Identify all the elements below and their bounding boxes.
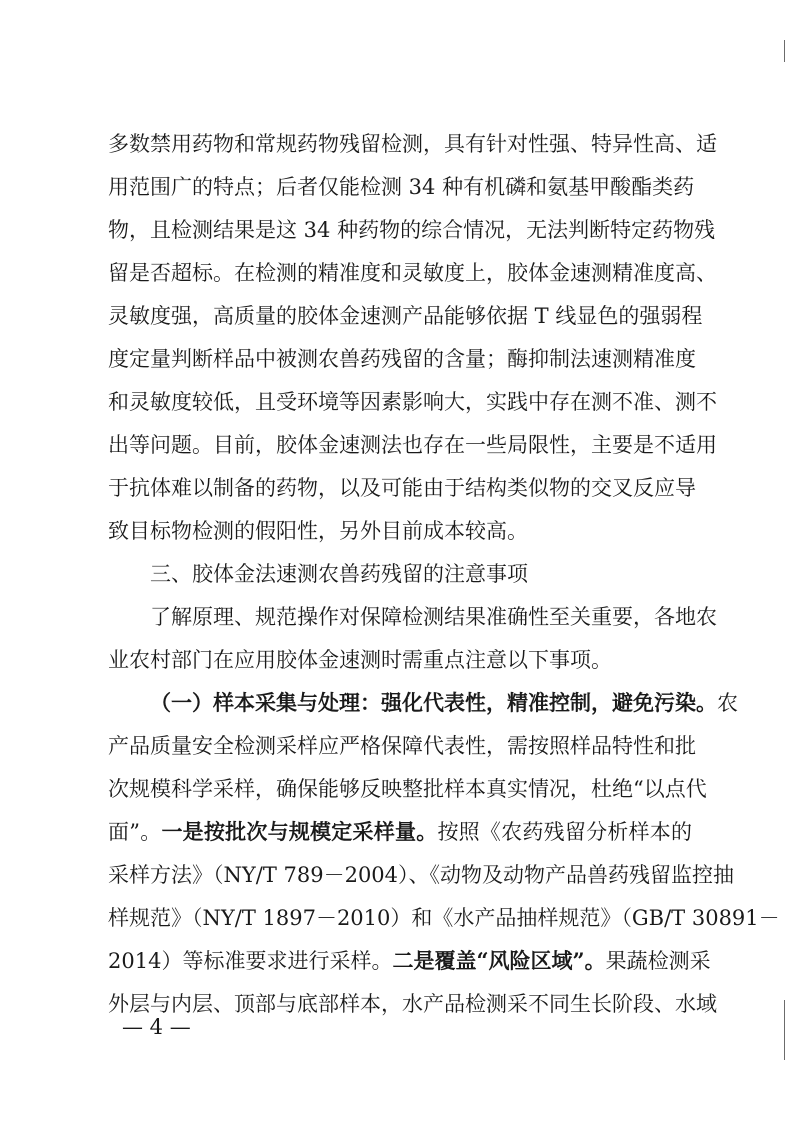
body-line-1: 多数禁用药物和常规药物残留检测，具有针对性强、特异性高、适 — [108, 132, 717, 156]
body-line-4: 留是否超标。在检测的精准度和灵敏度上，胶体金速测精准度高、 — [108, 261, 717, 285]
item1-line-4-start: 面”。 — [108, 820, 162, 844]
item1-title-line — [150, 686, 738, 720]
body-line-5: 灵敏度强，高质量的胶体金速测产品能够依据 T 线显色的强弱程 — [108, 304, 703, 328]
body-line-6: 度定量判断样品中被测农兽药残留的含量；酶抑制法速测精准度 — [108, 347, 696, 371]
body-line-2: 用范围广的特点；后者仅能检测 34 种有机磷和氨基甲酸酯类药 — [108, 175, 695, 199]
scan-edge-mark — [784, 1000, 785, 1060]
scan-edge-mark — [784, 40, 785, 62]
item1-line-2: 产品质量安全检测采样应严格保障代表性，需按照样品特性和批 — [108, 734, 696, 758]
body-line-3: 物，且检测结果是这 34 种药物的综合情况，无法判断特定药物残 — [108, 218, 716, 242]
item1-title: （一）样本采集与处理：强化代表性，精准控制，避免污染。 — [150, 690, 717, 715]
body-line-9: 于抗体难以制备的药物，以及可能由于结构类似物的交叉反应导 — [108, 476, 696, 500]
page-number: — 4 — — [122, 1015, 191, 1039]
body-line-10: 致目标物检测的假阳性，另外目前成本较高。 — [108, 519, 528, 543]
item1-title-tail: 农 — [717, 691, 738, 715]
point2-bold: 二是覆盖“风险区域”。 — [392, 948, 606, 973]
body-line-7: 和灵敏度较低，且受环境等因素影响大，实践中存在测不准、测不 — [108, 390, 717, 414]
item1-line-3: 次规模科学采样，确保能够反映整批样本真实情况，杜绝“以点代 — [108, 777, 707, 801]
point1-tail: 按照《农药残留分析样本的 — [437, 820, 692, 844]
intro-line-1: 了解原理、规范操作对保障检测结果准确性至关重要，各地农 — [150, 605, 717, 629]
item1-line-4 — [108, 815, 692, 849]
point1-bold: 一是按批次与规模定采样量。 — [161, 819, 438, 844]
item1-line-5: 采样方法》（NY/T 789－2004）、《动物及动物产品兽药残留监控抽 — [108, 863, 735, 887]
point2-tail: 果蔬检测采 — [605, 949, 711, 973]
intro-line-2: 业农村部门在应用胶体金速测时需重点注意以下事项。 — [108, 648, 612, 672]
item1-line-7 — [108, 944, 711, 978]
item1-line-8: 外层与内层、顶部与底部样本，水产品检测采不同生长阶段、水域 — [108, 992, 717, 1016]
body-line-8: 出等问题。目前，胶体金速测法也存在一些局限性，主要是不适用 — [108, 433, 717, 457]
item1-line-7-start: 2014）等标准要求进行采样。 — [108, 949, 393, 973]
item1-line-6: 样规范》（NY/T 1897－2010）和《水产品抽样规范》（GB/T 30891－ — [108, 906, 780, 930]
section-heading: 三、胶体金法速测农兽药残留的注意事项 — [150, 562, 528, 586]
